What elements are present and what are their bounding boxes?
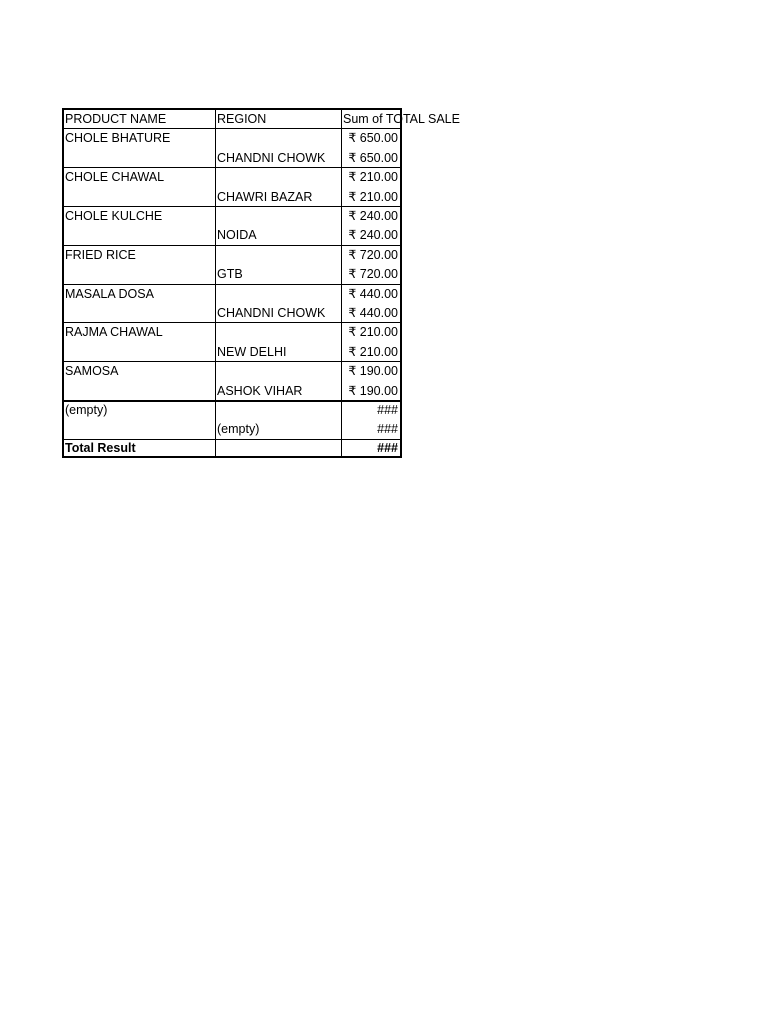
subtotal-cell[interactable]: ₹ 240.00	[348, 209, 398, 223]
pivot-table	[62, 108, 460, 458]
group-divider	[64, 400, 400, 402]
subtotal-cell[interactable]: ₹ 190.00	[348, 364, 398, 379]
region-cell[interactable]: (empty)	[217, 422, 260, 437]
header-product-name[interactable]: PRODUCT NAME	[65, 112, 167, 126]
header-sum-total-sale[interactable]: Sum of TOTAL SALE	[343, 112, 460, 126]
value-cell[interactable]: ₹ 650.00	[348, 150, 398, 165]
product-cell[interactable]: RAJMA CHAWAL	[65, 325, 163, 340]
subtotal-cell[interactable]: ₹ 720.00	[348, 247, 398, 262]
region-cell[interactable]: NEW DELHI	[217, 344, 287, 359]
value-cell[interactable]: ₹ 210.00	[348, 189, 398, 204]
value-cell[interactable]: ₹ 210.00	[348, 344, 398, 359]
header-region[interactable]: REGION	[217, 112, 267, 126]
region-cell[interactable]: CHANDNI CHOWK	[217, 306, 326, 320]
region-cell[interactable]: CHANDNI CHOWK	[217, 150, 326, 165]
value-cell[interactable]: ₹ 190.00	[348, 383, 398, 398]
product-cell[interactable]: CHOLE CHAWAL	[65, 170, 165, 185]
region-cell[interactable]: ASHOK VIHAR	[217, 383, 303, 398]
product-cell[interactable]: CHOLE KULCHE	[65, 209, 163, 223]
total-result-value[interactable]: ###	[377, 441, 398, 456]
subtotal-cell[interactable]: ₹ 440.00	[348, 286, 398, 301]
product-cell[interactable]: (empty)	[65, 403, 108, 417]
region-cell[interactable]: NOIDA	[217, 228, 257, 243]
subtotal-cell[interactable]: ₹ 210.00	[348, 325, 398, 340]
region-cell[interactable]: CHAWRI BAZAR	[217, 189, 313, 204]
value-cell[interactable]: ₹ 240.00	[348, 228, 398, 243]
product-cell[interactable]: FRIED RICE	[65, 247, 136, 262]
value-cell[interactable]: ₹ 440.00	[348, 306, 398, 320]
subtotal-cell[interactable]: ###	[377, 403, 398, 417]
product-cell[interactable]: MASALA DOSA	[65, 286, 154, 301]
value-cell[interactable]: ₹ 720.00	[348, 267, 398, 282]
region-cell[interactable]: GTB	[217, 267, 243, 282]
product-cell[interactable]: CHOLE BHATURE	[65, 131, 171, 146]
subtotal-cell[interactable]: ₹ 650.00	[348, 131, 398, 146]
product-cell[interactable]: SAMOSA	[65, 364, 119, 379]
total-result-label[interactable]: Total Result	[65, 441, 136, 456]
subtotal-cell[interactable]: ₹ 210.00	[348, 170, 398, 185]
value-cell[interactable]: ###	[377, 422, 398, 437]
